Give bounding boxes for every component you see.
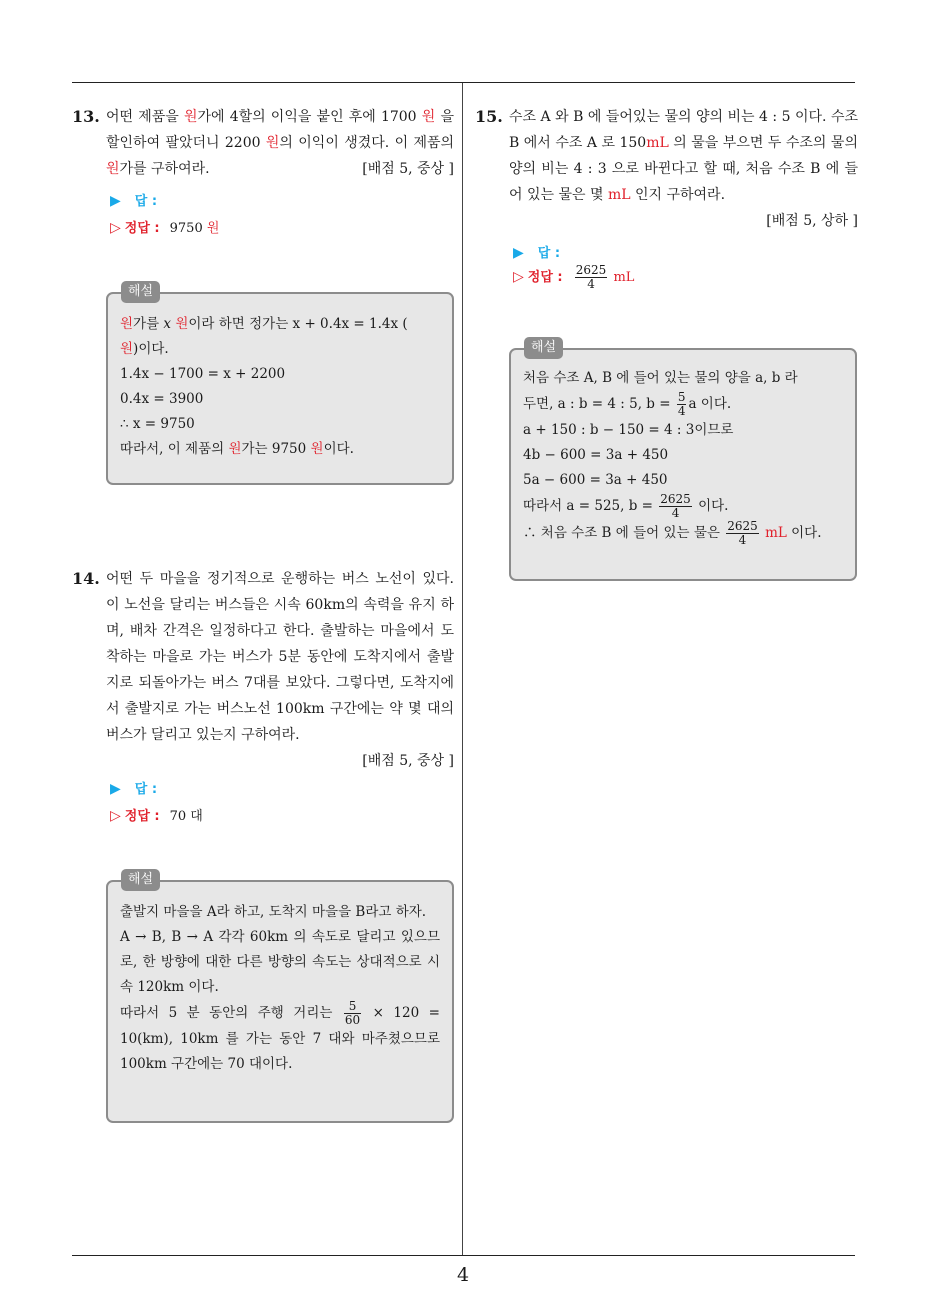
correct-label: 정답 : [527,270,563,285]
correct-value: 70 대 [169,809,203,824]
outline-triangle-icon: ▷ [513,269,524,285]
question-number: 14. [72,569,100,588]
answer-label: 답 : [134,194,158,209]
top-rule [72,82,855,83]
solution-line: 처음 수조 A, B 에 들어 있는 물의 양을 a, b 라 [523,370,798,386]
question-14 [72,566,454,774]
correct-fraction: $\frac{2625}{4}$ [575,263,607,291]
question-text: 수조 A 와 B 에 들어있는 물의 양의 비는 4 : 5 이다. 수조 B 에서 수조 A 로 150mL 의 물을 부으면 두 수조의 물의 양의 비는 4 : 3 으로 바뀐다고 할 때, 처음 수조 B 에 들어 있는 물은 몇 mL 인지 구하여라. [509,109,858,203]
bottom-rule [72,1255,855,1256]
solution-line: 1.4x − 1700 = x + 2200 [120,366,286,382]
score-meta: [배점 5, 중상 ] [362,753,454,769]
solution-line: ∴ x = 9750 [120,416,195,432]
solution-tag: 해설 [121,281,160,303]
solution-line: 따라서 a = 525, b = $\frac{2625}{4}$ 이다. [523,492,729,520]
fraction: $\frac{2625}{4}$ [660,492,691,520]
answer-line [110,778,157,797]
question-text: 어떤 제품을 원가에 4할의 이익을 붙인 후에 1700 원 을 할인하여 팔았더니 2200 원의 이익이 생겼다. 이 제품의 원가를 구하여라. [106,109,455,177]
question-text: 어떤 두 마을을 정기적으로 운행하는 버스 노선이 있다. 이 노선을 달리는 버스들은 시속 60km의 속력을 유지 하며, 배차 간격은 일정하다고 한다. 출발하는 마을에서 도착하는 마을로 가는 버스가 5분 동안에 도착지에서 출발지로 되돌아가는 버스 7대를 보았다. 그렇다면, 도착지에서 출발지로 가는 버스노선 100km 구간에는 약 몇 대의 버스가 달리고 있는지 구하여라. [106,571,454,743]
fraction: $\frac{5}{60}$ [344,999,361,1027]
score-meta: [배점 5, 중상 ] [362,161,454,177]
solution-tag: 해설 [524,337,563,359]
outline-triangle-icon: ▷ [110,220,121,236]
solution-line: 원)이다. [120,341,169,357]
solution-line: 따라서 5 분 동안의 주행 거리는 $\frac{5}{60}$ × 120 = 10(km), 10km 를 가는 동안 7 대와 마주쳤으므로 100km 구간에는 70 대이다. [120,999,440,1072]
solution-line: 따라서, 이 제품의 원가는 9750 원이다. [120,441,354,457]
solution-line: 원가를 x 원이라 하면 정가는 x + 0.4x = 1.4x ( [120,316,408,332]
answer-label: 답 : [134,782,158,797]
fraction: $\frac{5}{4}$ [677,390,686,418]
question-15 [475,104,858,234]
solution-line: ∴ 처음 수조 B 에 들어 있는 물은 $\frac{2625}{4}$ mL 이다. [523,519,822,547]
column-divider [462,83,463,1255]
play-icon: ▶ [513,245,524,261]
play-icon: ▶ [110,781,121,797]
solution-line: 출발지 마을을 A라 하고, 도착지 마을을 B라고 하자. [120,904,427,920]
fraction: $\frac{2625}{4}$ [727,519,758,547]
page-number: 4 [456,1264,470,1286]
solution-box-14 [106,872,454,1123]
correct-unit: mL [613,270,635,285]
solution-line: 두면, a : b = 4 : 5, b = $\frac{5}{4}$ a 이다. [523,390,732,418]
correct-answer-line [110,217,219,236]
correct-label: 정답 : [124,221,160,236]
solution-line: a + 150 : b − 150 = 4 : 3이므로 [523,422,734,438]
question-13 [72,104,455,182]
solution-box-15 [509,340,857,581]
outline-triangle-icon: ▷ [110,808,121,824]
correct-answer-line [513,264,634,291]
correct-answer-line [110,805,203,824]
answer-label: 답 : [537,246,561,261]
solution-line: A → B, B → A 각각 60km 의 속도로 달리고 있으므로, 한 방향에 대한 다른 방향의 속도는 상대적으로 시속 120km 이다. [120,929,440,995]
correct-value: 9750 [169,221,203,236]
solution-box-13 [106,284,454,485]
question-number: 13. [72,107,100,126]
answer-line [110,190,157,209]
score-meta: [배점 5, 상하 ] [766,213,858,229]
solution-tag: 해설 [121,869,160,891]
correct-unit: 원 [206,221,220,236]
solution-line: 4b − 600 = 3a + 450 [523,447,669,463]
solution-line: 5a − 600 = 3a + 450 [523,472,668,488]
play-icon: ▶ [110,193,121,209]
solution-line: 0.4x = 3900 [120,391,204,407]
answer-line [513,242,560,261]
correct-label: 정답 : [124,809,160,824]
question-number: 15. [475,107,503,126]
